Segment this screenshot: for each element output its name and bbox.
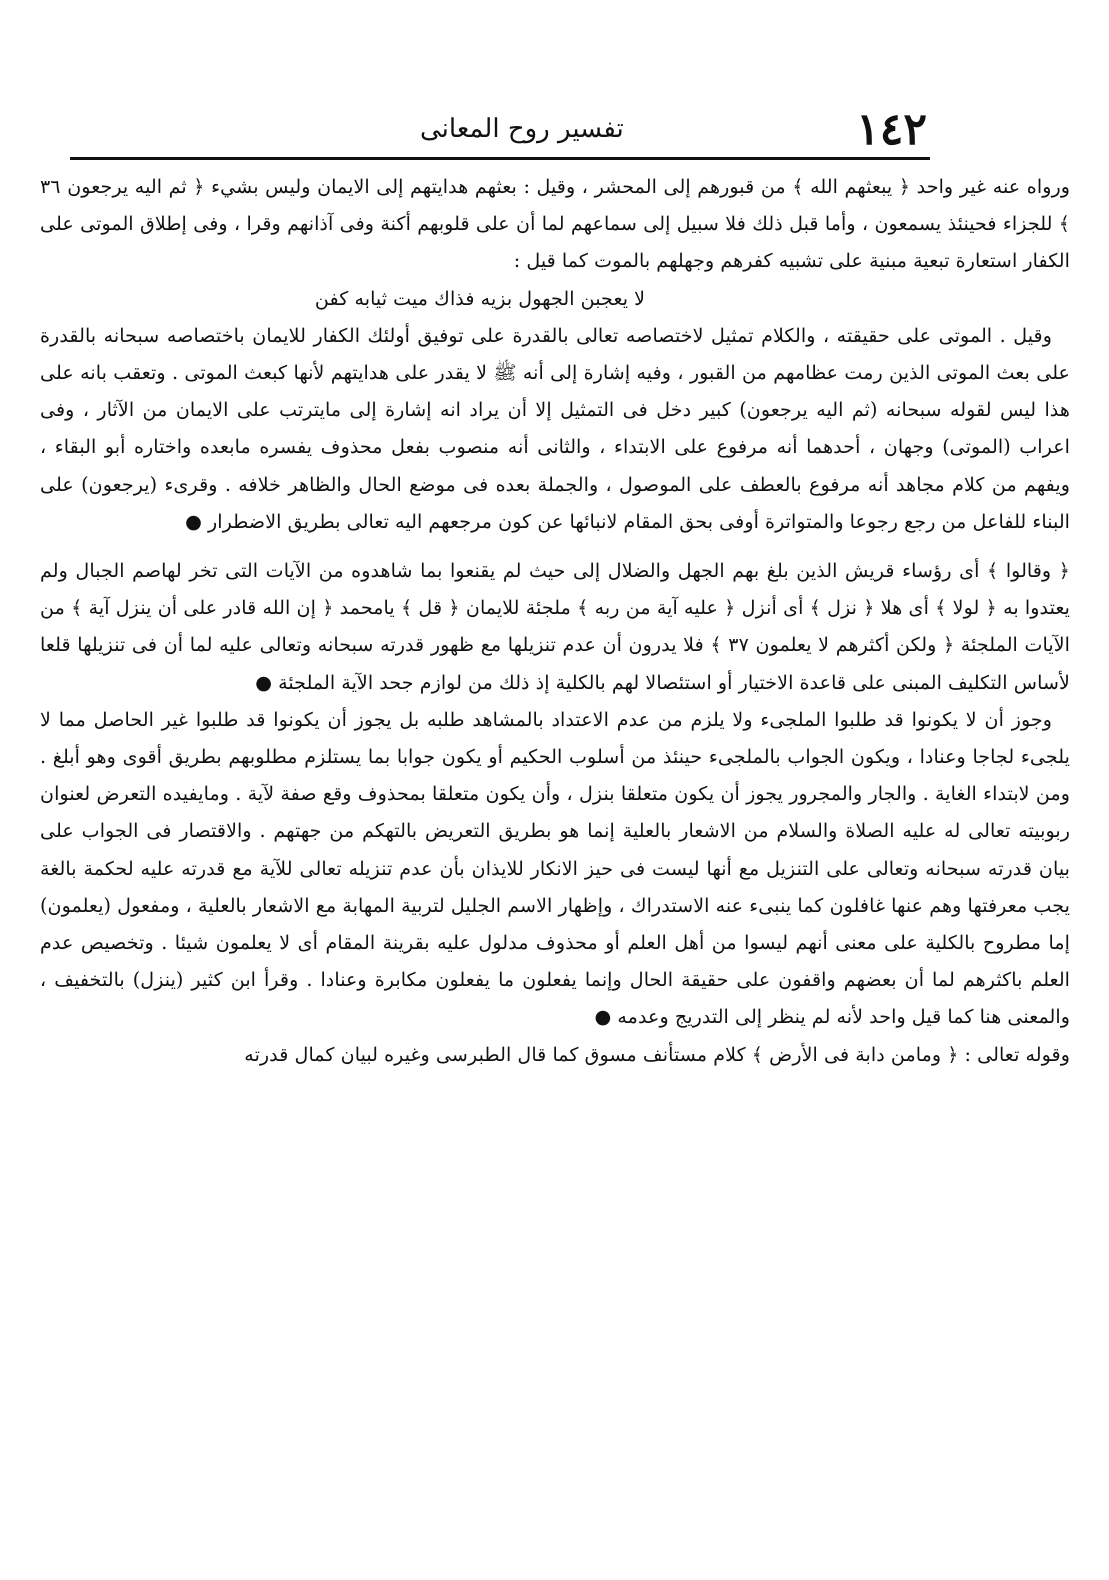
body-text bbox=[40, 168, 1070, 1073]
paragraph-5: وقوله تعالى : ﴿ ومامن دابة فى الأرض ﴾ كلام مستأنف مسوق كما قال الطبرسى وغيره لبيان كمال قدرته bbox=[244, 1042, 1070, 1066]
paragraph-2: وقيل . الموتى على حقيقته ، والكلام تمثيل لاختصاصه تعالى بالقدرة على توفيق أولئك الكفار للايمان باختصاصه سبحانه بالقدرة على بعث الموتى الذين رمت عظامهم من القبور ، وفيه إشارة إلى أنه ﷺ لا يقدر على هدايتهم لأنها كبعث الموتى . وتعقب بانه على هذا ليس لقوله سبحانه (ثم اليه يرجعون) كبير دخل فى التمثيل إلا أن يراد انه إشارة إلى مايترتب على الايمان من الآثار ، وفى اعراب (الموتى) وجهان ، أحدهما أنه مرفوع على الابتداء ، والثانى أنه منصوب بفعل محذوف يفسره مابعده واختاره أبو البقاء ، ويفهم من كلام مجاهد أنه مرفوع بالعطف على الموصول ، والجملة بعده فى موضع الحال والظاهر خلافه . وقرىء (يرجعون) على البناء للفاعل من رجع رجوعا والمتواترة أوفى بحق المقام لانبائها عن كون مرجعهم اليه تعالى بطريق الاضطرار ● bbox=[40, 323, 1070, 533]
page-number: ١٤٢ bbox=[856, 104, 927, 155]
paragraph-3: ﴿ وقالوا ﴾ أى رؤساء قريش الذين بلغ بهم الجهل والضلال إلى حيث لم يقنعوا بما شاهدوه من الآيات التى تخر لهاصم الجبال ولم يعتدوا به ﴿ لولا ﴾ أى هلا ﴿ نزل ﴾ أى أنزل ﴿ عليه آية من ربه ﴾ ملجئة للايمان ﴿ قل ﴾ يامحمد ﴿ إن الله قادر على أن ينزل آية ﴾ من الآيات الملجئة ﴿ ولكن أكثرهم لا يعلمون ٣٧ ﴾ فلا يدرون أن عدم تنزيلها مع ظهور قدرته سبحانه وتعالى عليه لما أن فى تنزيلها قلعا لأساس التكليف المبنى على قاعدة الاختيار أو استئصالا لهم بالكلية إذ ذلك من لوازم جحد الآية الملجئة ● bbox=[40, 559, 1070, 694]
paragraph-1: ورواه عنه غير واحد ﴿ يبعثهم الله ﴾ من قبورهم إلى المحشر ، وقيل : بعثهم هدايتهم إلى الايمان وليس بشيء ﴿ ثم اليه يرجعون ٣٦ ﴾ للجزاء فحينئذ يسمعون ، وأما قبل ذلك فلا سبيل إلى سماعهم لما أن على قلوبهم أكنة وفى آذانهم وقرا ، وفى إطلاق الموتى على الكفار استعارة تبعية مبنية على تشبيه كفرهم وجهلهم بالموت كما قيل : bbox=[40, 175, 1070, 273]
paragraph-4: وجوز أن لا يكونوا قد طلبوا الملجىء ولا يلزم من عدم الاعتداد بالمشاهد طلبه بل يجوز أن يكونوا قد طلبوا غير الحاصل مما لا يلجىء لجاجا وعنادا ، ويكون الجواب بالملجىء حينئذ من أسلوب الحكيم أو يكون جوابا بما يستلزم مطلوبهم بطريق أقوى وهو أبلغ . ومن لابتداء الغاية . والجار والمجرور يجوز أن يكون متعلقا بنزل ، وأن يكون متعلقا بمحذوف وقع صفة لآية . ومايفيده التعرض لعنوان ربوبيته تعالى له عليه الصلاة والسلام من الاشعار بالعلية إنما هو بطريق التعريض بالتهكم من جهتهم . والاقتصار فى الجواب على بيان قدرته سبحانه وتعالى على التنزيل مع أنها ليست فى حيز الانكار للايذان بأن عدم تنزيله تعالى للآية مع قدرته عليه لحكمة بالغة يجب معرفتها وهم عنها غافلون كما ينبىء عنه الاستدراك ، وإظهار الاسم الجليل لتربية المهابة مع الاشعار بالعلية ، ومفعول (يعلمون) إما مطروح بالكلية على معنى أنهم ليسوا من أهل العلم أو محذوف مدلول عليه بقرينة المقام أى لا يعلمون شيئا . وتخصيص عدم العلم باكثرهم لما أن بعضهم واقفون على حقيقة الحال وإنما يفعلون ما يفعلون مكابرة وعنادا . وقرأ ابن كثير (ينزل) بالتخفيف ، والمعنى هنا كما قيل واحد لأنه لم ينظر إلى التدريج وعدمه ● bbox=[40, 707, 1070, 1029]
header-rule bbox=[70, 157, 930, 160]
section-gap bbox=[40, 540, 1070, 552]
poetry-verse: لا يعجبن الجهول بزيه فذاك ميت ثيابه كفن bbox=[314, 286, 646, 310]
running-title: تفسير روح المعانى bbox=[420, 114, 624, 144]
